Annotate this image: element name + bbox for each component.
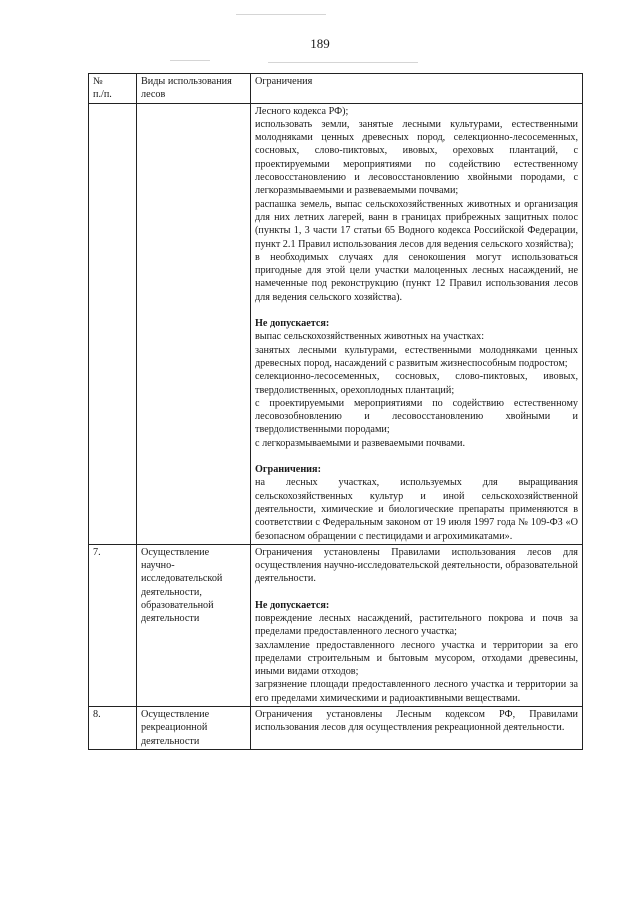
restriction-paragraph: с легкоразмываемыми и развеваемыми почвами.	[255, 437, 466, 449]
restriction-heading: Ограничения:	[255, 464, 321, 476]
restrictions-cell	[251, 707, 583, 750]
scan-noise	[170, 60, 210, 61]
scan-noise	[236, 14, 326, 15]
table-row	[89, 707, 583, 750]
paragraph-spacer	[255, 586, 578, 599]
page-number: 189	[310, 36, 330, 51]
usage-type-line: научно-	[141, 560, 175, 572]
restriction-paragraph: в необходимых случаях для сенокошения могут использоваться пригодные для этой цели участки малоценных лесных насаждений, не намеченные под реконструкцию (пункт 12 Правил использования лесов для ведения сельского хозяйства).	[255, 251, 578, 303]
header-num	[89, 74, 137, 104]
restriction-paragraph: Ограничения установлены Лесным кодексом РФ, Правилами использования лесов для осуществления рекреационной деятельности.	[255, 709, 578, 734]
restrictions-table	[88, 73, 583, 750]
header-restrictions: Ограничения	[251, 74, 583, 104]
restriction-paragraph: Лесного кодекса РФ);	[255, 105, 349, 117]
restriction-paragraph: с проектируемыми мероприятиями по содействию естественному лесовозобновлению и лесовосстановлению хвойными и твердолиственными породами;	[255, 397, 578, 436]
row-number	[89, 103, 137, 544]
restriction-paragraph: на лесных участках, используемых для выращивания сельскохозяйственных культур и иной сельскохозяйственной деятельности, химические и биологические препараты применяются в соответствии с Федеральным законом от 19 июля 1997 года № 109-ФЗ «О безопасном обращении с пестицидами и агрохимикатами».	[255, 477, 578, 542]
usage-type	[137, 544, 251, 706]
restriction-paragraph: загрязнение площади предоставленного лесного участка и территории за его пределами химическими и радиоактивными веществами.	[255, 679, 578, 704]
row-number: 8.	[89, 707, 137, 750]
paragraph-spacer	[255, 304, 578, 317]
table-header-row	[89, 74, 583, 104]
table-row	[89, 544, 583, 706]
header-type	[137, 74, 251, 104]
restriction-paragraph: выпас сельскохозяйственных животных на участках:	[255, 331, 485, 343]
restriction-paragraph: Ограничения установлены Правилами использования лесов для осуществления научно-исследовательской деятельности, образовательной деятельности.	[255, 546, 578, 585]
restriction-paragraph: повреждение лесных насаждений, растительного покрова и почв за пределами предоставленного лесного участка;	[255, 612, 578, 638]
restrictions-cell	[251, 103, 583, 544]
usage-type	[137, 707, 251, 750]
usage-type-line: деятельности,	[141, 586, 202, 598]
restriction-paragraph: захламление предоставленного лесного участка и территории за его пределами строительным и бытовым мусором, отходами древесины, иными видами отходов;	[255, 639, 578, 678]
usage-type-line: Осуществление	[141, 546, 210, 558]
restriction-paragraph: использовать земли, занятые лесными культурами, естественными молодняками ценных древесных пород, селекционно-лесосеменных, сосновых, слово-пиктовых, ивовых, ореховых плантаций, с проектируемыми мероприятиями по содействию естественному лесовосстановлению и лесовосстановлению хвойными породами, с легкоразмываемыми и развеваемыми почвами;	[255, 118, 578, 197]
table-row	[89, 103, 583, 544]
header-num-line: №	[93, 76, 103, 87]
restrictions-cell	[251, 544, 583, 706]
restriction-heading: Не допускается:	[255, 599, 330, 611]
scan-noise	[268, 62, 418, 63]
usage-type-line: Осуществление	[141, 709, 210, 721]
restriction-paragraph: селекционно-лесосеменных, сосновых, слово-пиктовых, ивовых, твердолиственных, орехоплодных плантаций;	[255, 371, 578, 396]
header-num-line: п./п.	[93, 89, 112, 101]
header-type-line: лесов	[141, 89, 166, 101]
row-number: 7.	[89, 544, 137, 706]
restriction-heading: Не допускается:	[255, 318, 330, 330]
usage-type-line: образовательной	[141, 599, 214, 611]
usage-type-line: деятельности	[141, 613, 200, 625]
paragraph-spacer	[255, 450, 578, 463]
usage-type	[137, 103, 251, 544]
usage-type-line: исследовательской	[141, 573, 223, 585]
header-type-line: Виды использования	[141, 76, 232, 87]
usage-type-line: рекреационной	[141, 722, 208, 734]
usage-type-line: деятельности	[141, 735, 200, 747]
restriction-paragraph: распашка земель, выпас сельскохозяйственных животных и организация для них летних лагерей, ванн в границах прибрежных защитных полос (пункты 1, 3 части 17 статьи 65 Водного кодекса Российской Федерации, пункт 2.1 Правил использования лесов для ведения сельского хозяйства);	[255, 198, 578, 250]
restriction-paragraph: занятых лесными культурами, естественными молодняками ценных древесных пород, насаждений с развитым жизнеспособным подростом;	[255, 344, 578, 369]
